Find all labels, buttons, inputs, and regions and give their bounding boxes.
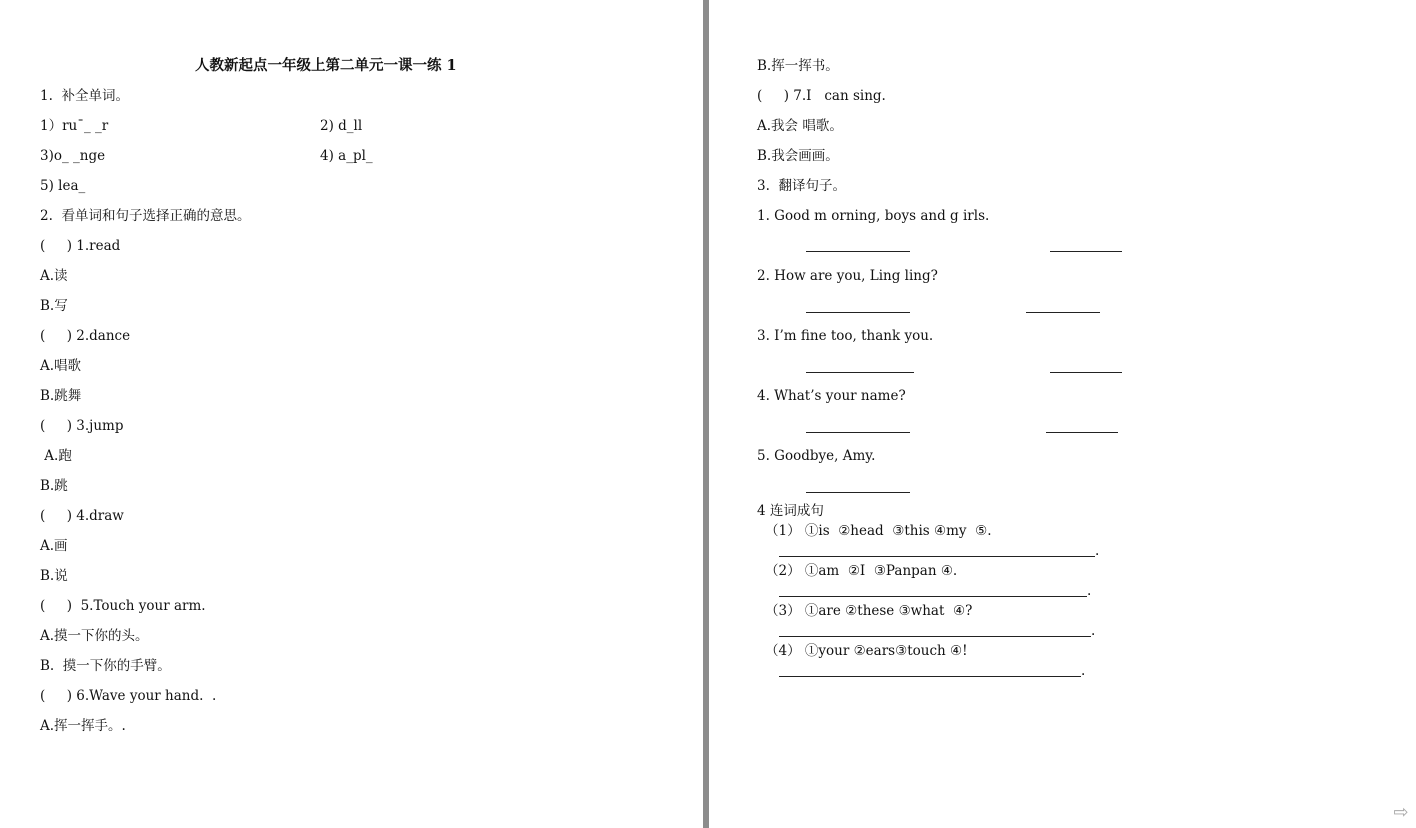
blank-period: . (1091, 623, 1096, 639)
answer-blank (779, 596, 1087, 597)
answer-blank (1026, 312, 1100, 313)
question-6-option-a: A.挥一挥手。. (40, 718, 126, 734)
translate-sentence-4: 4. What’s your name? (757, 388, 906, 404)
translate-sentence-3: 3. I’m fine too, thank you. (757, 328, 934, 344)
question-7-option-a: A.我会 唱歌。 (757, 118, 843, 134)
question-6: ( ) 6.Wave your hand. . (40, 688, 217, 704)
question-3: ( ) 3.jump (40, 418, 124, 434)
translate-sentence-5: 5. Goodbye, Amy. (757, 448, 876, 464)
answer-blank (1046, 432, 1118, 433)
answer-blank (806, 432, 910, 433)
answer-blank (779, 676, 1081, 677)
question-4-option-b: B.说 (40, 568, 68, 584)
question-1-option-a: A.读 (40, 268, 68, 284)
answer-blank (779, 636, 1091, 637)
section-2-heading: 2. 看单词和句子选择正确的意思。 (40, 208, 251, 224)
section-4-heading: 4 连词成句 (757, 503, 824, 519)
right-document-page (709, 0, 1416, 828)
word-item-1: 1）ru¯_ _r (40, 118, 109, 134)
question-3-option-b: B.跳 (40, 478, 68, 494)
question-5-option-b: B. 摸一下你的手臂。 (40, 658, 171, 674)
translate-sentence-1: 1. Good m orning, boys and g irls. (757, 208, 990, 224)
reorder-item-4: （4） ①your ②ears③touch ④! (765, 643, 968, 659)
question-1-option-b: B.写 (40, 298, 68, 314)
word-item-2: 2) d_ll (320, 118, 363, 134)
reorder-item-2: （2） ①am ②I ③Panpan ④. (765, 563, 958, 579)
answer-blank (1050, 251, 1122, 252)
answer-blank (806, 251, 910, 252)
question-4: ( ) 4.draw (40, 508, 124, 524)
blank-period: . (1095, 543, 1100, 559)
question-3-option-a: A.跑 (40, 448, 72, 464)
question-1: ( ) 1.read (40, 238, 121, 254)
question-2-option-a: A.唱歌 (40, 358, 82, 374)
blank-period: . (1081, 663, 1086, 679)
answer-blank (806, 312, 910, 313)
question-2: ( ) 2.dance (40, 328, 131, 344)
question-6-option-b: B.挥一挥书。 (757, 58, 839, 74)
question-7-option-b: B.我会画画。 (757, 148, 839, 164)
next-page-arrow-icon[interactable]: ⇨ (1393, 802, 1409, 823)
reorder-item-1: （1） ①is ②head ③this ④my ⑤. (765, 523, 992, 539)
question-7: ( ) 7.I can sing. (757, 88, 886, 104)
question-5: ( ) 5.Touch your arm. (40, 598, 206, 614)
answer-blank (1050, 372, 1122, 373)
question-4-option-a: A.画 (40, 538, 68, 554)
blank-period: . (1087, 583, 1092, 599)
question-2-option-b: B.跳舞 (40, 388, 82, 404)
left-document-page (0, 0, 703, 828)
reorder-item-3: （3） ①are ②these ③what ④? (765, 603, 973, 619)
section-3-heading: 3. 翻译句子。 (757, 178, 846, 194)
worksheet-title: 人教新起点一年级上第二单元一课一练 1 (195, 57, 457, 74)
word-item-3: 3)o_ _nge (40, 148, 106, 164)
word-item-4: 4) a_pl_ (320, 148, 373, 164)
answer-blank (806, 372, 914, 373)
section-1-heading: 1. 补全单词。 (40, 88, 129, 104)
translate-sentence-2: 2. How are you, Ling ling? (757, 268, 938, 284)
answer-blank (779, 556, 1095, 557)
word-item-5: 5) lea_ (40, 178, 86, 194)
answer-blank (806, 492, 910, 493)
question-5-option-a: A.摸一下你的头。 (40, 628, 149, 644)
